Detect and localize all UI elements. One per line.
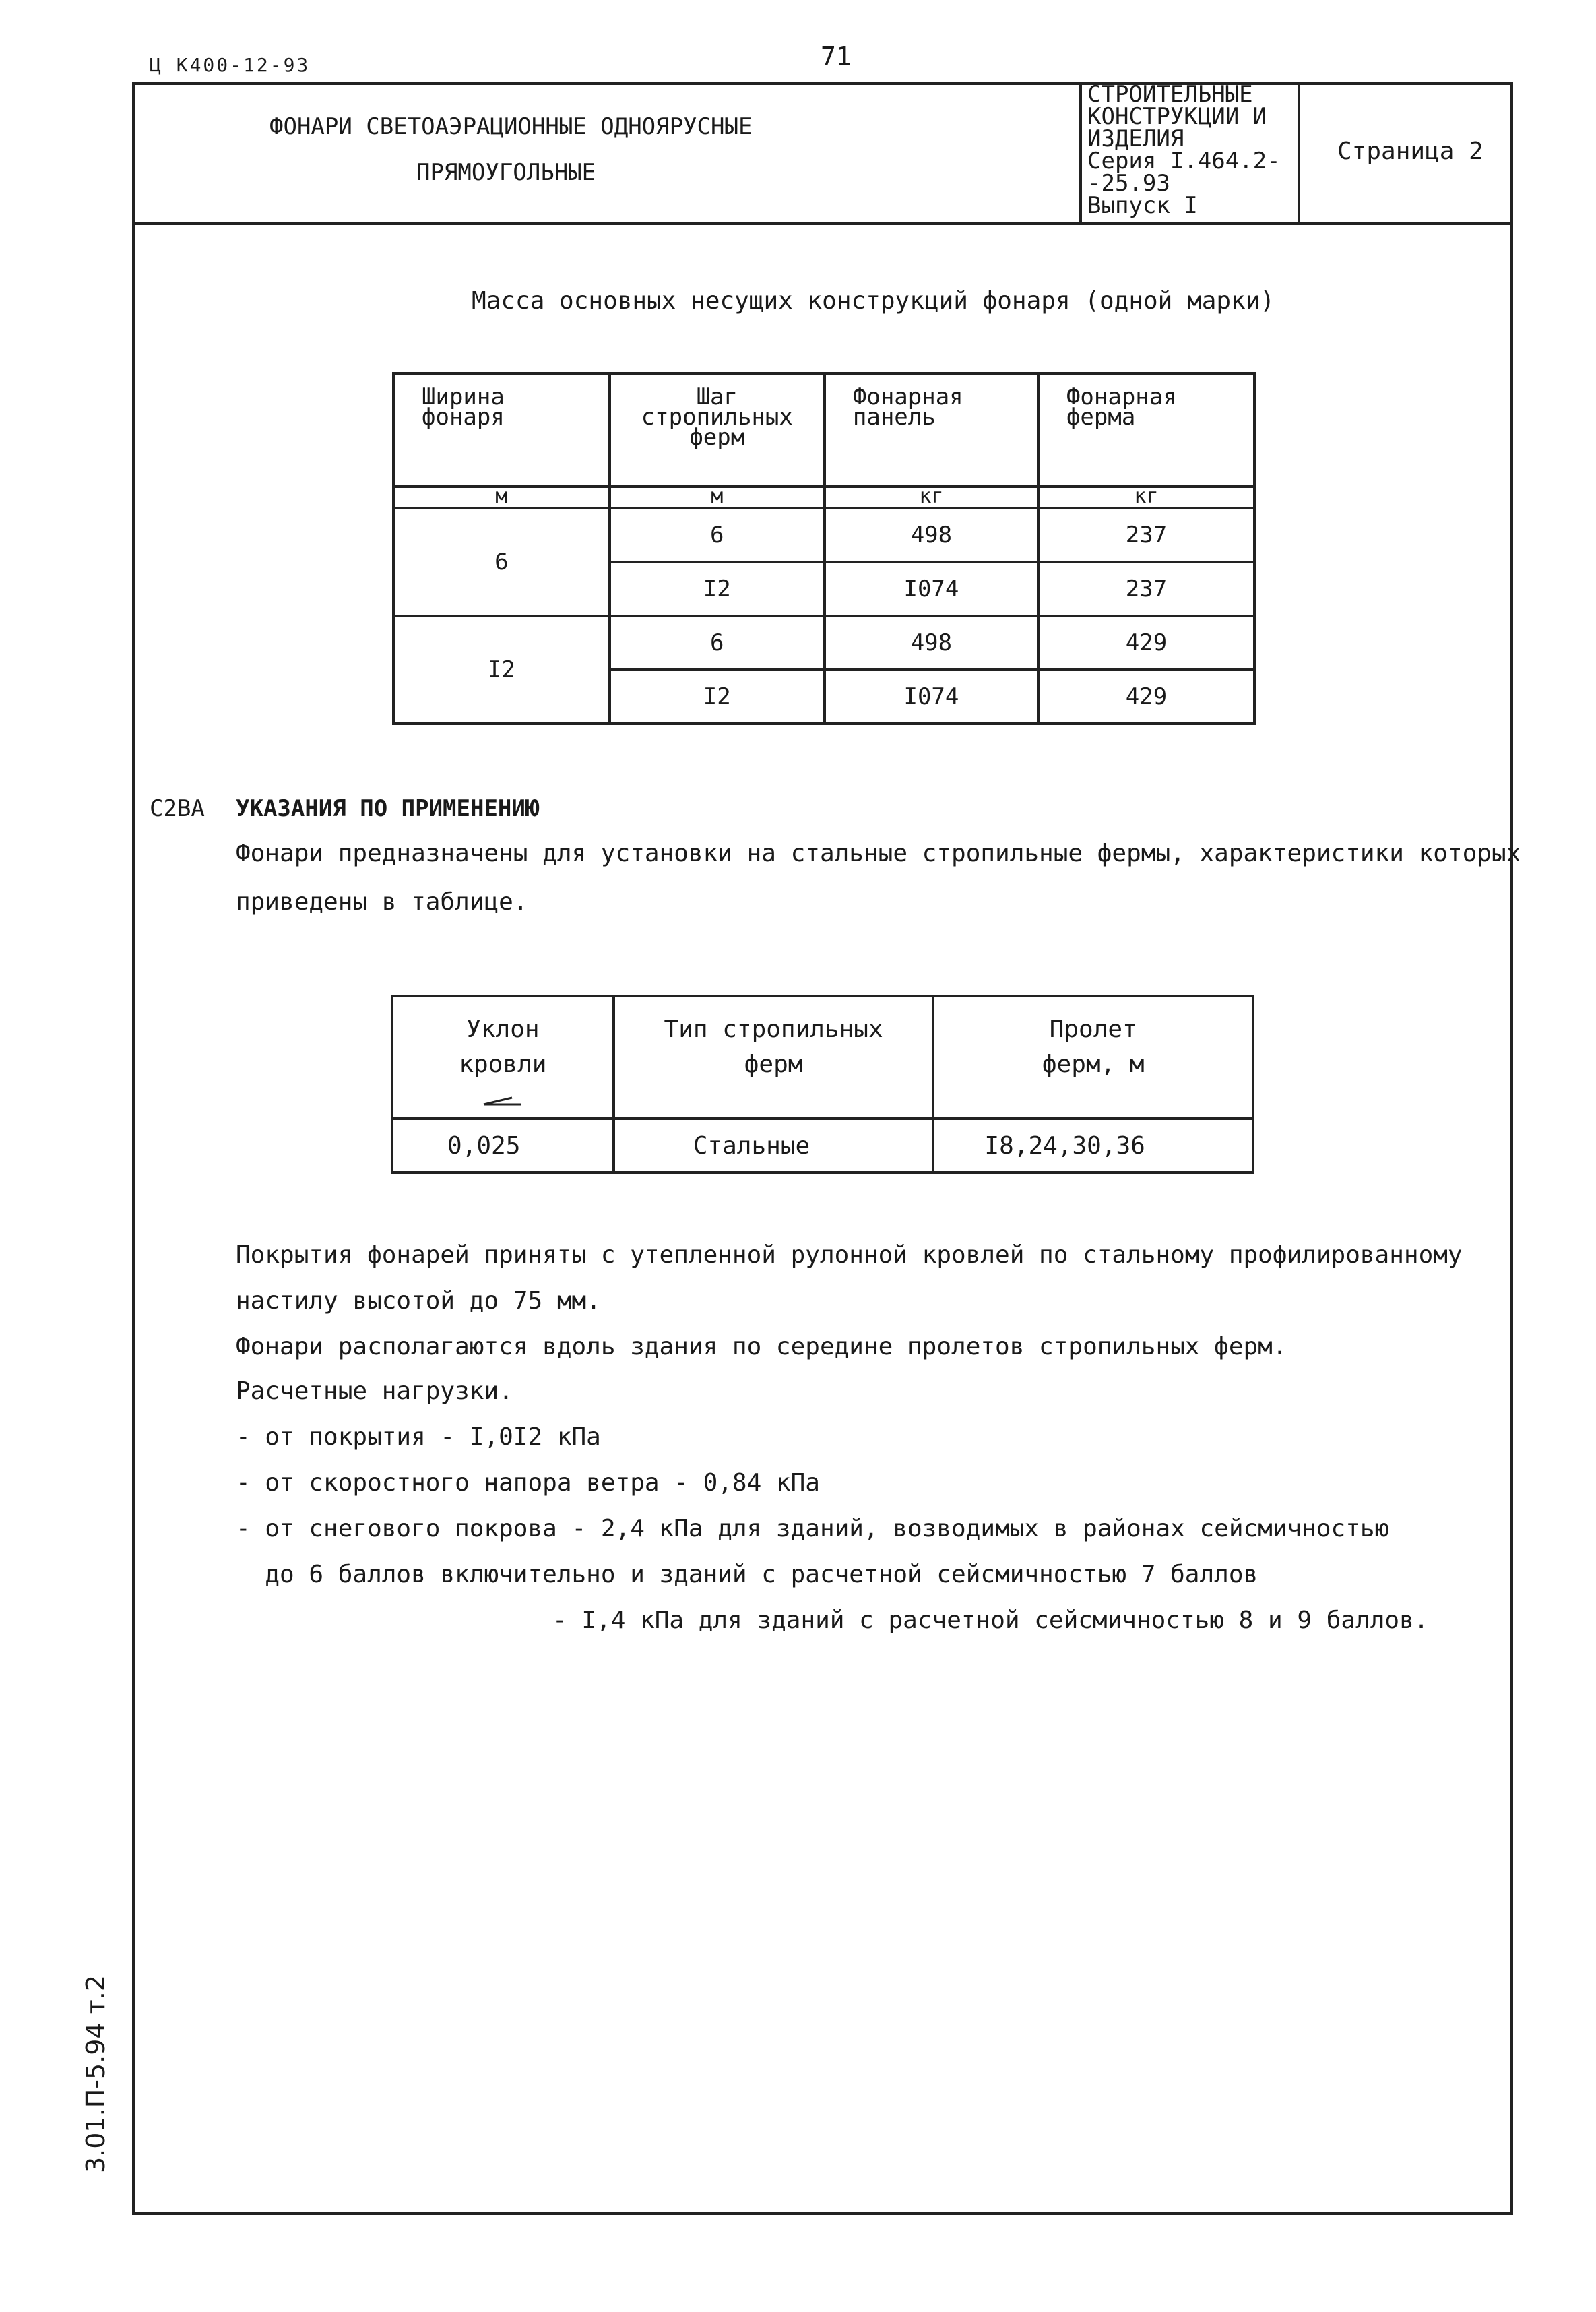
mass-table-units-row xyxy=(393,487,1254,508)
header-title-line1: ФОНАРИ СВЕТОАЭРАЦИОННЫЕ ОДНОЯРУСНЫЕ xyxy=(269,113,753,140)
load-item: - от покрытия - I,0I2 кПа xyxy=(236,1423,601,1451)
span-cell: I8,24,30,36 xyxy=(933,1119,1253,1173)
body-line: настилу высотой до 75 мм. xyxy=(236,1287,601,1315)
body-line: Покрытия фонарей приняты с утепленной рулонной кровлей по стальному профилированному xyxy=(236,1241,1463,1269)
header-series-block: СТРОИТЕЛЬНЫЕ КОНСТРУКЦИИ И ИЗДЕЛИЯ Серия I.464.2- -25.93 Выпуск I xyxy=(1087,81,1281,219)
table-row xyxy=(393,616,1254,670)
header-cell: Тип стропильных ферм xyxy=(614,996,934,1119)
unit-cell: м xyxy=(393,487,610,508)
mass-table-title: Масса основных несущих конструкций фонаря (одной марки) xyxy=(472,287,1275,315)
body-line: Расчетные нагрузки. xyxy=(236,1377,513,1405)
intro-line-1: Фонари предназначены для установки на стальные стропильные фермы, характеристики которых xyxy=(236,840,1521,867)
body-line: Фонари располагаются вдоль здания по середине пролетов стропильных ферм. xyxy=(236,1333,1287,1361)
load-item-continued: до 6 баллов включительно и зданий с расчетной сейсмичностью 7 баллов xyxy=(236,1561,1258,1588)
section-title: УКАЗАНИЯ ПО ПРИМЕНЕНИЮ xyxy=(236,795,540,822)
header-page-label: Страница 2 xyxy=(1337,137,1483,165)
panel-cell: 498 xyxy=(825,616,1038,670)
header-cell: Фонарная панель xyxy=(825,373,1038,487)
truss-cell: 429 xyxy=(1038,670,1254,724)
table-row xyxy=(393,508,1254,562)
intro-line-2: приведены в таблице. xyxy=(236,888,528,916)
page-number: 71 xyxy=(821,42,852,71)
load-item: - от снегового покрова - 2,4 кПа для зданий, возводимых в районах сейсмичностью xyxy=(236,1515,1390,1542)
load-item: - I,4 кПа для зданий с расчетной сейсмичностью 8 и 9 баллов. xyxy=(552,1606,1429,1634)
header-cell: Ширина фонаря xyxy=(393,373,610,487)
header-cell: Шаг стропильных ферм xyxy=(610,373,825,487)
truss-table xyxy=(391,995,1254,1174)
slope-cell: 0,025 xyxy=(392,1119,614,1173)
truss-type-cell: Стальные xyxy=(614,1119,934,1173)
width-cell: I2 xyxy=(393,616,610,724)
panel-cell: I074 xyxy=(825,670,1038,724)
load-item: - от скоростного напора ветра - 0,84 кПа xyxy=(236,1469,820,1497)
mass-table-header-row xyxy=(393,373,1254,487)
header-divider-right xyxy=(1298,82,1300,224)
document-code: Ц К400-12-93 xyxy=(150,54,311,76)
table-row xyxy=(392,1119,1253,1173)
step-cell: 6 xyxy=(610,508,825,562)
truss-cell: 237 xyxy=(1038,508,1254,562)
unit-cell: кг xyxy=(825,487,1038,508)
header-divider-left xyxy=(1079,82,1082,224)
side-stamp: 3.01.П-5.94 т.2 xyxy=(81,1974,110,2173)
step-cell: I2 xyxy=(610,562,825,616)
unit-cell: м xyxy=(610,487,825,508)
slope-icon xyxy=(482,1096,523,1107)
header-divider xyxy=(132,222,1513,225)
panel-cell: 498 xyxy=(825,508,1038,562)
truss-table-header-row xyxy=(392,996,1253,1119)
header-cell: Пролет ферм, м xyxy=(933,996,1253,1119)
width-cell: 6 xyxy=(393,508,610,616)
truss-cell: 237 xyxy=(1038,562,1254,616)
header-cell: Фонарная ферма xyxy=(1038,373,1254,487)
section-code: С2ВА xyxy=(150,795,205,822)
step-cell: 6 xyxy=(610,616,825,670)
mass-table xyxy=(392,372,1256,725)
truss-cell: 429 xyxy=(1038,616,1254,670)
header-title-line2: ПРЯМОУГОЛЬНЫЕ xyxy=(416,159,596,186)
panel-cell: I074 xyxy=(825,562,1038,616)
header-cell-slope: Уклон кровли xyxy=(392,996,614,1119)
unit-cell: кг xyxy=(1038,487,1254,508)
step-cell: I2 xyxy=(610,670,825,724)
